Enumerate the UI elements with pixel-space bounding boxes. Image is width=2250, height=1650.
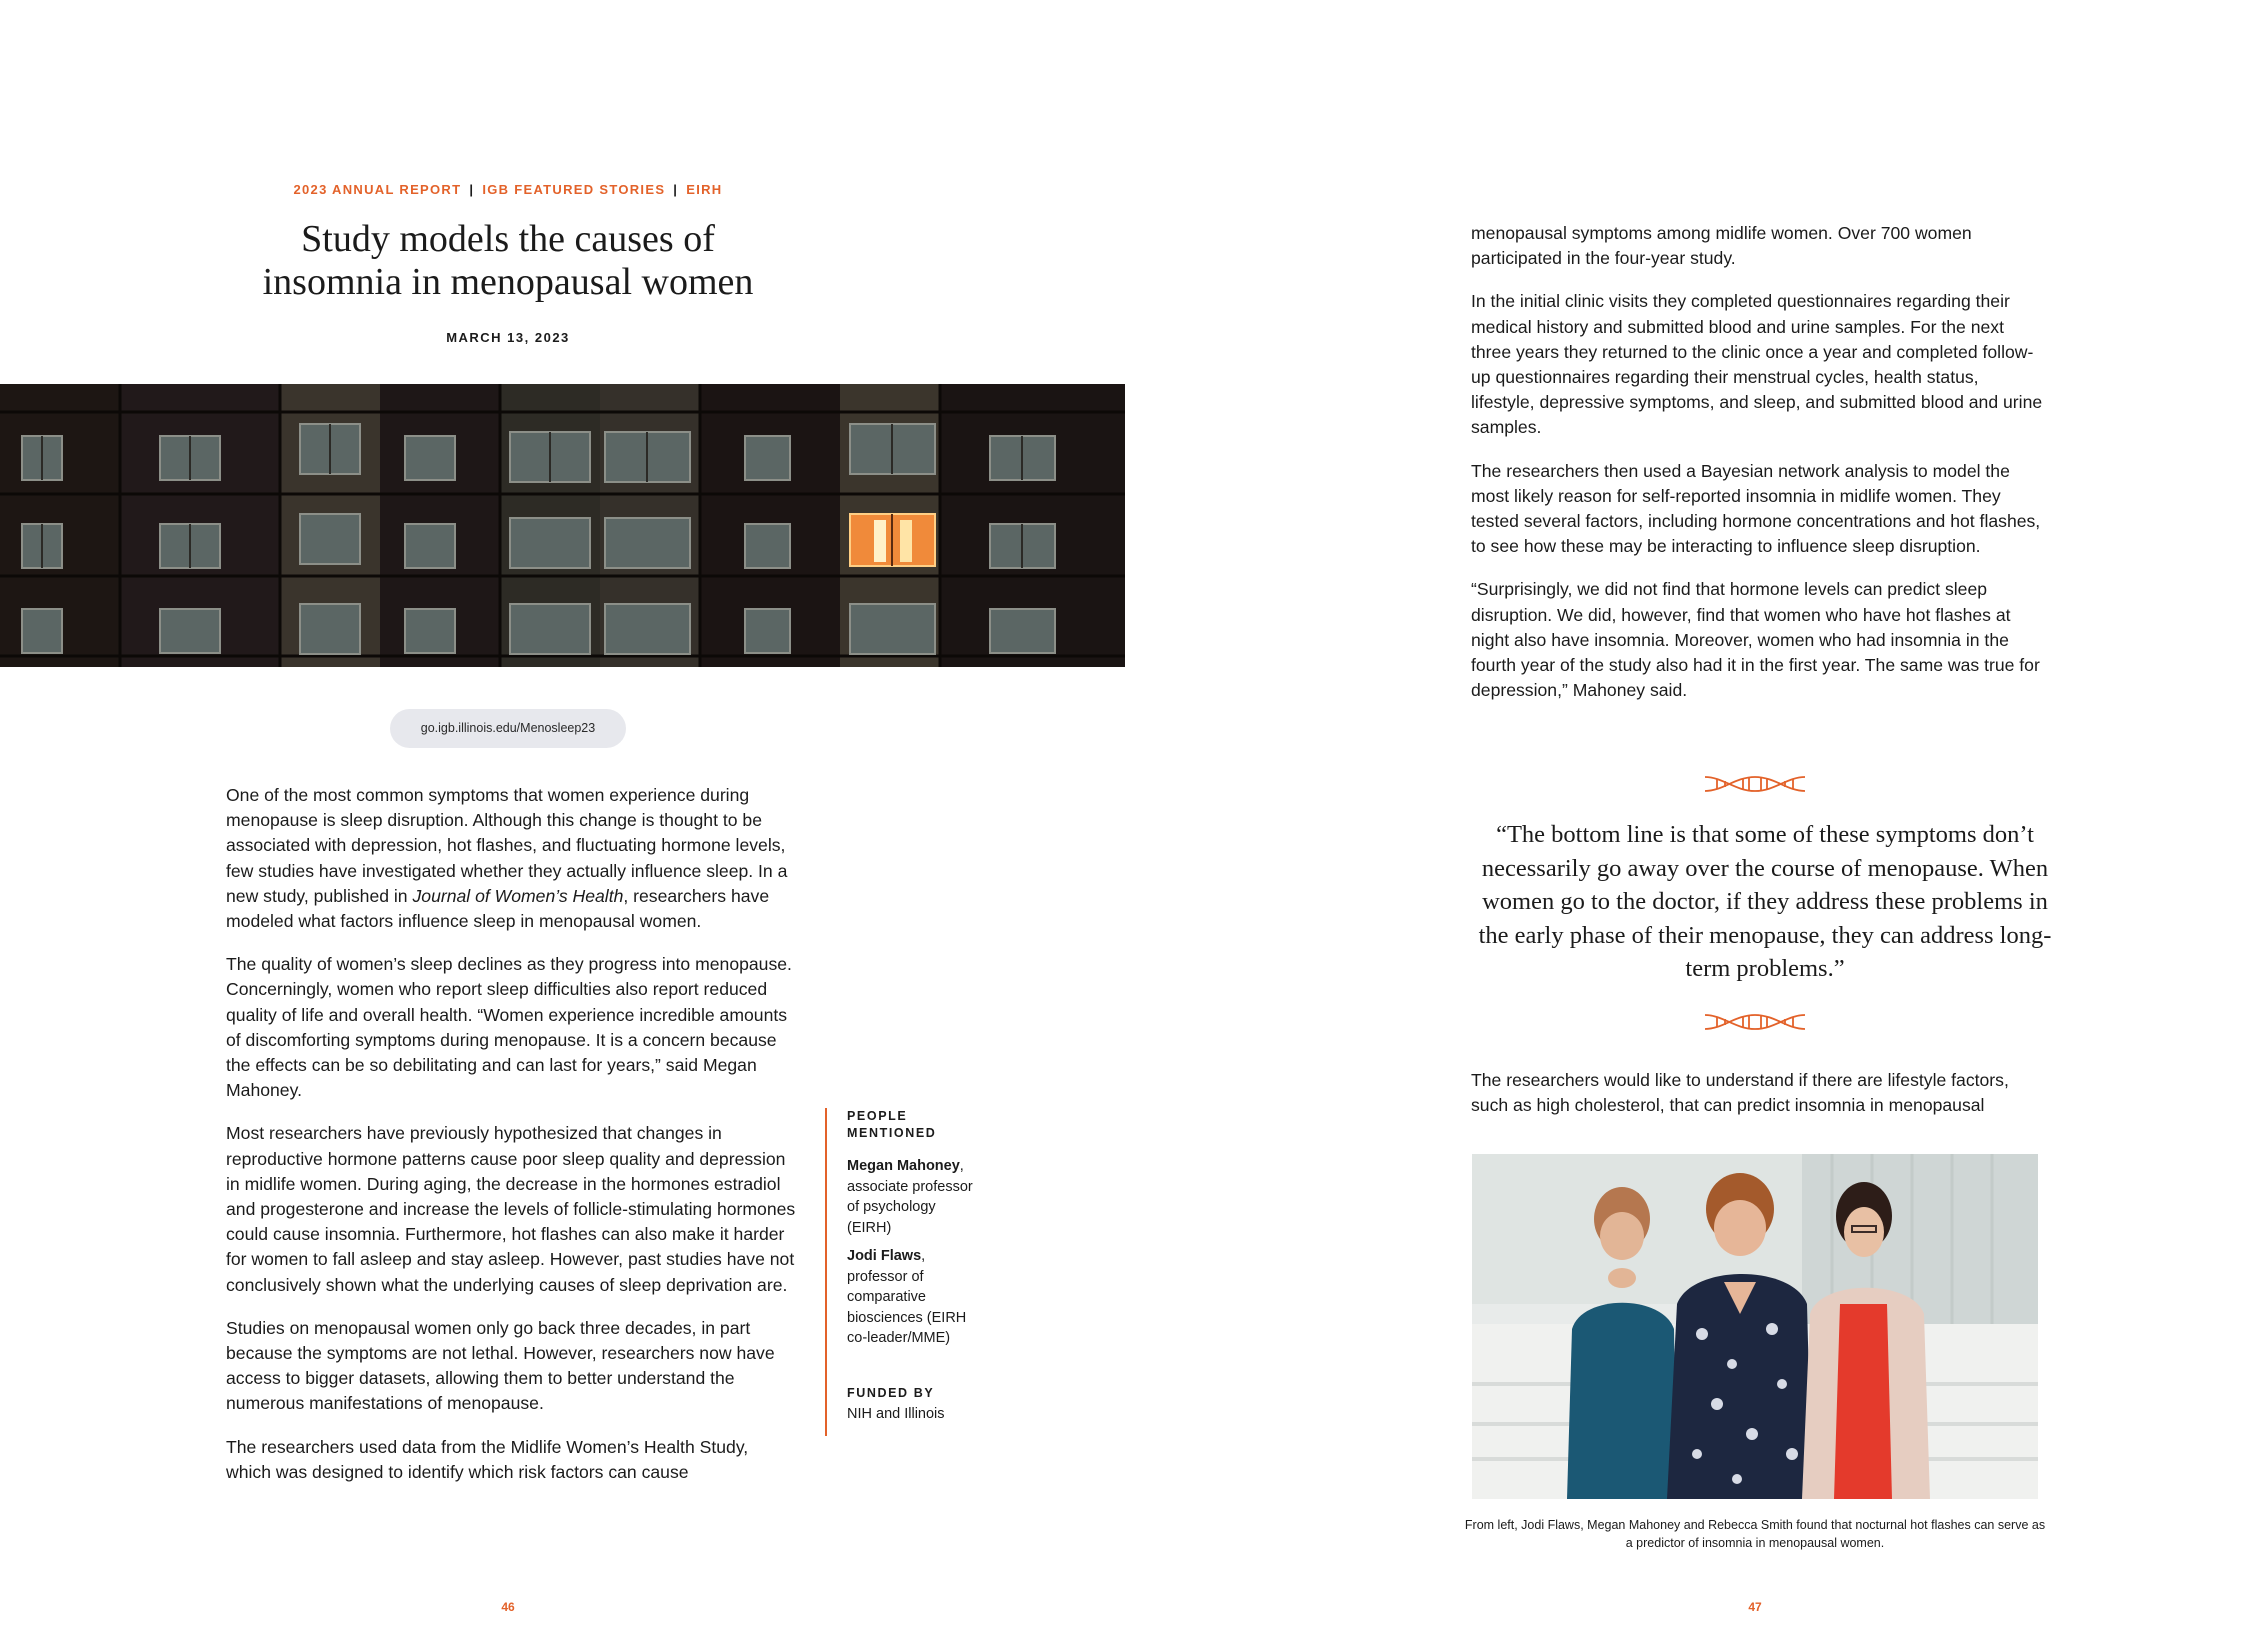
kicker-separator: | <box>469 182 475 197</box>
paragraph: Most researchers have previously hypothesized that changes in reproductive hormone patterns cause poor sleep quality and depression in midlife women. During aging, the decrease in the hormones estradiol and progesterone and increase the levels of follicle-stimulating hormones could cause insomnia. Furthermore, hot flashes can also make it harder for women to fall asleep and stay asleep. However, past studies have not conclusively shown what the underlying causes of sleep deprivation are. <box>226 1123 796 1295</box>
person-name: Megan Mahoney <box>847 1158 960 1174</box>
funded-by-heading: FUNDED BY <box>847 1385 935 1400</box>
right-body-text-bottom <box>1471 1068 2043 1136</box>
kicker-section: IGB FEATURED STORIES <box>482 182 666 197</box>
page-number: 46 <box>501 1600 515 1614</box>
heading-line: MENTIONED <box>847 1126 937 1140</box>
paragraph: The researchers then used a Bayesian network analysis to model the most likely reason for self-reported insomnia in midlife women. They tested several factors, including hormone concentrations and hot flashes, to see how these may be interacting to influence sleep disruption. <box>1471 460 2041 557</box>
person-name: Jodi Flaws <box>847 1248 922 1264</box>
article-title <box>0 218 1016 304</box>
dna-divider-icon <box>1703 1011 1807 1033</box>
paragraph: The quality of women’s sleep declines as they progress into menopause. Concerningly, women who report sleep difficulties also report reduced quality of life and overall health. “Women experience incredible amounts of discomforting symptoms during menopause. It is a concern because the effects can be so debilitating and can last for years,” said Megan Mahoney. <box>226 954 792 1101</box>
article-date: MARCH 13, 2023 <box>446 330 570 345</box>
person-entry <box>847 1156 975 1238</box>
kicker-separator: | <box>673 182 679 197</box>
funded-by-value: NIH and Illinois <box>847 1405 945 1422</box>
paragraph: “Surprisingly, we did not find that hormone levels can predict sleep disruption. We did, however, find that women who have hot flashes at night also have insomnia. Moreover, women who had insomnia in the fourth year of the study also had it in the first year. The same was true for depression,” Mahoney said. <box>1471 579 2040 701</box>
title-line-2: insomnia in menopausal women <box>262 261 754 303</box>
dna-divider-icon <box>1703 773 1807 795</box>
paragraph: The researchers used data from the Midlife Women’s Health Study, which was designed to identify which risk factors can cause <box>226 1436 749 1482</box>
researchers-photo <box>1472 1154 2038 1499</box>
person-role: , professor of comparative biosciences (EIRH co-leader/MME) <box>847 1248 967 1346</box>
paragraph-text: , researchers have modeled what factors influence sleep in menopausal women. <box>226 885 770 932</box>
short-url-link[interactable]: go.igb.illinois.edu/Menosleep23 <box>390 709 626 748</box>
paragraph: The researchers would like to understand if there are lifestyle factors, such as high cholesterol, that can predict insomnia in menopausal <box>1471 1070 2009 1116</box>
section-kicker <box>0 182 1016 197</box>
right-body-text-top <box>1471 221 2043 721</box>
person-role: , associate professor of psychology (EIRH) <box>847 1158 973 1236</box>
paragraph: In the initial clinic visits they completed questionnaires regarding their medical history and submitted blood and urine samples. For the next three years they returned to the clinic once a year and completed follow-up questionnaires regarding their menstrual cycles, health status, lifestyle, depressive symptoms, and sleep, and submitted blood and urine samples. <box>1471 291 2043 438</box>
heading-line: PEOPLE <box>847 1109 908 1123</box>
paragraph <box>226 783 798 934</box>
pull-quote: “The bottom line is that some of these symptoms don’t necessarily go away over the course of menopause. When women go to the doctor, if they address these problems in the early phase of their menopause, they can address long-term problems.” <box>1478 821 2052 983</box>
paragraph-text: One of the most common symptoms that women experience during menopause is sleep disruption. Although this change is thought to be associated with depression, hot flashes, and fluctuating hormone levels, few studies have investigated whether they actually influence sleep. In a new study, published in <box>226 785 788 906</box>
journal-name: Journal of Women’s Health <box>412 885 624 906</box>
person-entry <box>847 1246 975 1349</box>
page-number: 47 <box>1748 1600 1762 1614</box>
kicker-report: 2023 ANNUAL REPORT <box>293 182 462 197</box>
paragraph: menopausal symptoms among midlife women. Over 700 women participated in the four-year study. <box>1471 223 1972 269</box>
paragraph: Studies on menopausal women only go back three decades, in part because the symptoms are not lethal. However, researchers now have access to bigger datasets, allowing them to better understand the numerous manifestations of menopause. <box>226 1317 775 1414</box>
photo-caption: From left, Jodi Flaws, Megan Mahoney and Rebecca Smith found that nocturnal hot flashes can serve as a predictor of insomnia in menopausal women. <box>1464 1518 2046 1550</box>
hero-image <box>0 384 1132 667</box>
people-mentioned-heading <box>847 1108 975 1142</box>
kicker-theme: EIRH <box>686 182 723 197</box>
sidebar-info <box>825 1108 975 1436</box>
left-body-text <box>226 783 798 1503</box>
title-line-1: Study models the causes of <box>301 218 715 260</box>
